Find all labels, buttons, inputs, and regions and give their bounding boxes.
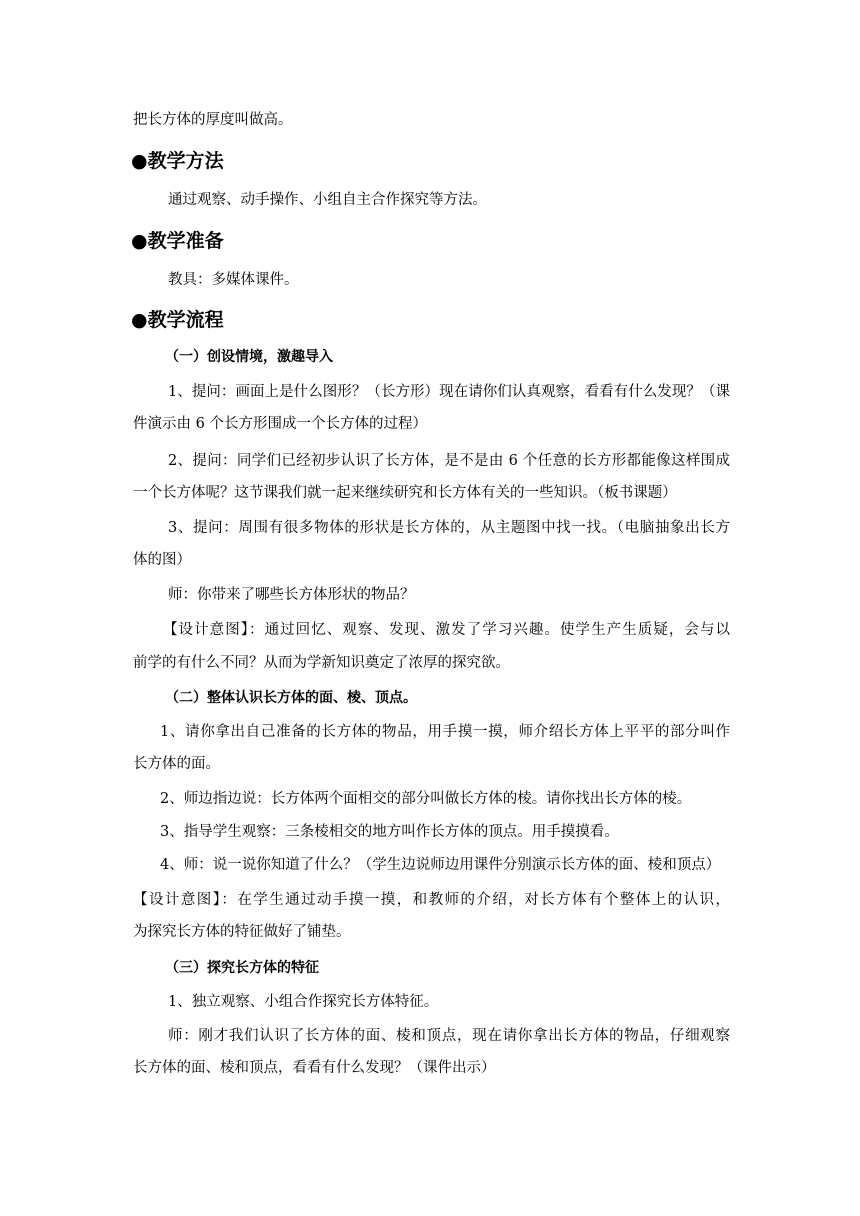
t2-line2: 长方体的面、棱和顶点，看看有什么发现？（课件出示）: [133, 1060, 496, 1076]
p2-line1: 2、提问：同学们已经初步认识了长方体，是不是由 6 个任意的长方形都能像这样围成: [168, 453, 730, 469]
teaching-methods-text: 通过观察、动手操作、小组自主合作探究等方法。: [168, 192, 487, 208]
design-intent-1-line2: 前学的有什么不同？从而为学新知识奠定了浓厚的探究欲。: [133, 655, 510, 671]
intro-line: 把长方体的厚度叫做高。: [133, 112, 293, 128]
heading-teaching-preparation: ●教学准备: [131, 230, 224, 252]
s3-line: 3、指导学生观察：三条棱相交的地方叫作长方体的顶点。用手摸摸看。: [160, 824, 619, 840]
p1-line1: 1、提问：画面上是什么图形？（长方形）现在请你们认真观察，看看有什么发现？（课: [168, 384, 730, 400]
s4-line: 4、师：说一说你知道了什么？（学生边说师边用课件分别演示长方体的面、棱和顶点）: [160, 857, 721, 873]
p1-line2: 件演示由 6 个长方形围成一个长方体的过程）: [133, 416, 427, 432]
p3-line2: 体的图）: [133, 552, 191, 568]
s1-line2: 长方体的面。: [133, 756, 220, 772]
s2-line: 2、师边指边说：长方体两个面相交的部分叫做长方体的棱。请你找出长方体的棱。: [160, 791, 692, 807]
design-intent-2-line2: 为探究长方体的特征做好了铺垫。: [133, 924, 351, 940]
part1-title: （一）创设情境，激趣导入: [165, 349, 333, 365]
teaching-preparation-text: 教具：多媒体课件。: [168, 272, 299, 288]
t1-line: 1、独立观察、小组合作探究长方体特征。: [168, 994, 439, 1010]
design-intent-1-line1: 【设计意图】：通过回忆、观察、发现、激发了学习兴趣。使学生产生质疑，会与以: [163, 622, 730, 638]
heading-teaching-methods: ●教学方法: [131, 150, 224, 172]
s1-line1: 1、请你拿出自己准备的长方体的物品，用手摸一摸，师介绍长方体上平平的部分叫作: [160, 724, 730, 740]
heading-teaching-flow: ●教学流程: [131, 309, 224, 331]
part3-title: （三）探究长方体的特征: [165, 960, 319, 976]
t2-line1: 师：刚才我们认识了长方体的面、棱和顶点，现在请你拿出长方体的物品，仔细观察: [168, 1028, 730, 1044]
p2-line2: 一个长方体呢？这节课我们就一起来继续研究和长方体有关的一些知识。（板书课题）: [133, 485, 677, 501]
teacher-question: 师：你带来了哪些长方体形状的物品？: [168, 587, 415, 603]
part2-title: （二）整体认识长方体的面、棱、顶点。: [165, 690, 417, 706]
design-intent-2-line1: 【设计意图】：在学生通过动手摸一摸，和教师的介绍，对长方体有个整体上的认识，: [133, 892, 730, 908]
p3-line1: 3、提问：周围有很多物体的形状是长方体的，从主题图中找一找。（电脑抽象出长方: [168, 520, 730, 536]
